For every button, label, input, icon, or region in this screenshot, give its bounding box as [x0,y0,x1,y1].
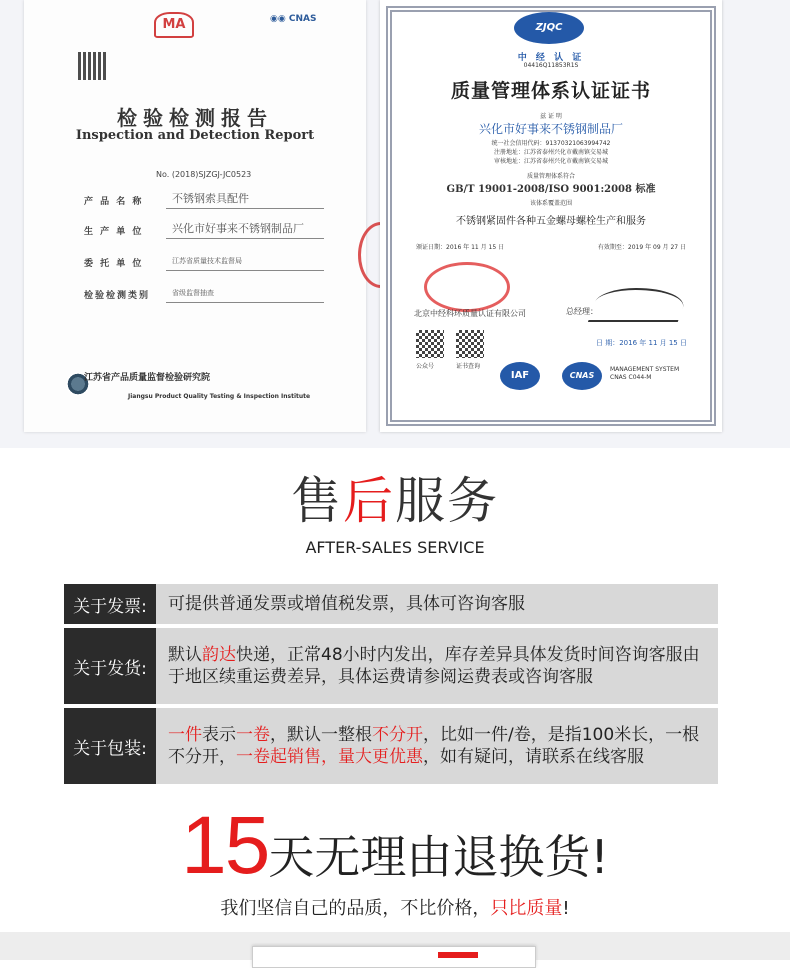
report-row-product [84,186,324,212]
red-seal-stamp [424,262,510,312]
iaf-logo: IAF [500,362,540,390]
row-label: 产 品 名 称 [84,197,144,207]
return-policy-subtitle: 我们坚信自己的品质，不比价格，只比质量! [220,898,570,919]
cert-gm-label: 总经理： [566,307,598,316]
report-number: No. (2018)SJZGJ-JC0523 [156,170,252,179]
cert-reg-addr: 注册地址：江苏省泰州兴化市戴南镇交易城 [493,149,608,156]
report-row-producer [84,216,324,242]
shipping-label: 关于发货: [64,628,156,704]
institute-name-en: Jiangsu Product Quality Testing & Inspection Institute [128,393,311,400]
next-section-card [252,946,536,968]
cnas-logo: ◉◉ CNAS [270,14,317,24]
cert-title: 质量管理体系认证证书 [450,80,651,102]
cert-date: 日 期：2016 年 11 月 15 日 [596,339,687,347]
qr-code-icon [78,52,106,80]
ma-logo: MA [154,12,194,38]
institute-name-cn: 江苏省产品质量监督检验研究院 [84,373,211,383]
invoice-label: 关于发票: [64,584,156,624]
row-label: 委 托 单 位 [84,259,144,269]
return-title-text: 天无理由退换货! [268,830,609,884]
cnas-logo: CNAS [562,362,602,390]
cert-standard: GB/T 19001-2008/ISO 9001:2008 标准 [446,184,656,195]
cert-org: 中 经 认 证 [517,53,585,63]
invoice-text: 可提供普通发票或增值税发票，具体可咨询客服 [168,594,525,614]
cert-certify: 兹 证 明 [540,113,562,120]
packing-text: 一件表示一卷，默认一整根不分开，比如一件/卷，是指100米长，一根不分开，一卷起销售，量大更优惠，如有疑问，请联系在线客服 [168,725,700,767]
after-sales-title: 售后服务 [291,472,499,530]
cert-audit-addr: 审核地址：江苏省泰州兴化市戴南镇交易城 [493,158,608,165]
row-label: 生 产 单 位 [84,227,144,237]
inspection-report-certificate [24,0,366,432]
cert-scope-intro: 该体系覆盖范围 [529,200,572,207]
row-value: 江苏省质量技术监督局 [166,252,324,271]
return-policy-title [0,800,790,897]
cert-company: 兴化市好事来不锈钢制品厂 [478,122,623,136]
cert-std-intro: 质量管理体系符合 [526,173,575,180]
row-label: 检验检测类别 [84,291,151,301]
shipping-text: 默认韵达快递，正常48小时内发出，库存差异具体发货时间咨询客服由于地区续重运费差异，具体运费请参阅运费表或咨询客服 [168,645,700,687]
qr-code-icon [456,330,484,358]
cert-issue-date: 颁证日期：2016 年 11 月 15 日 [416,244,505,251]
row-value: 兴化市好事来不锈钢制品厂 [166,220,324,239]
row-value: 不锈钢索具配件 [166,190,324,209]
cert-credit-code: 统一社会信用代码：91370321063994742 [491,140,611,147]
after-sales-subtitle: AFTER-SALES SERVICE [305,538,485,557]
cert-scope: 不锈钢紧固件各种五金螺母螺栓生产和服务 [456,216,646,227]
report-title-cn: 检验检测报告 [117,106,273,130]
cert-valid-date: 有效期至：2019 年 09 月 27 日 [597,244,686,251]
report-row-category [84,280,324,306]
invoice-row [64,584,718,624]
return-days: 15 [181,800,269,891]
next-section-accent [438,952,478,958]
cert-number: 04416Q11853R1S [523,62,579,69]
cert-mgmt: MANAGEMENT SYSTEM CNAS C044-M [610,366,680,381]
zjqc-logo: ZJQC [514,12,584,44]
qr-code-icon [416,330,444,358]
cert-issuer: 北京中经科环质量认证有限公司 [414,309,526,318]
packing-row [64,708,718,784]
row-value: 省级监督抽查 [166,284,324,303]
cert-dates [416,242,686,251]
quality-management-certificate [380,0,722,432]
report-title-en: Inspection and Detection Report [75,128,315,143]
packing-label: 关于包装: [64,708,156,784]
qr2-label: 证书查询 [456,363,481,370]
qr1-label: 公众号 [416,363,435,370]
shipping-row [64,628,718,704]
report-row-client [84,248,324,274]
